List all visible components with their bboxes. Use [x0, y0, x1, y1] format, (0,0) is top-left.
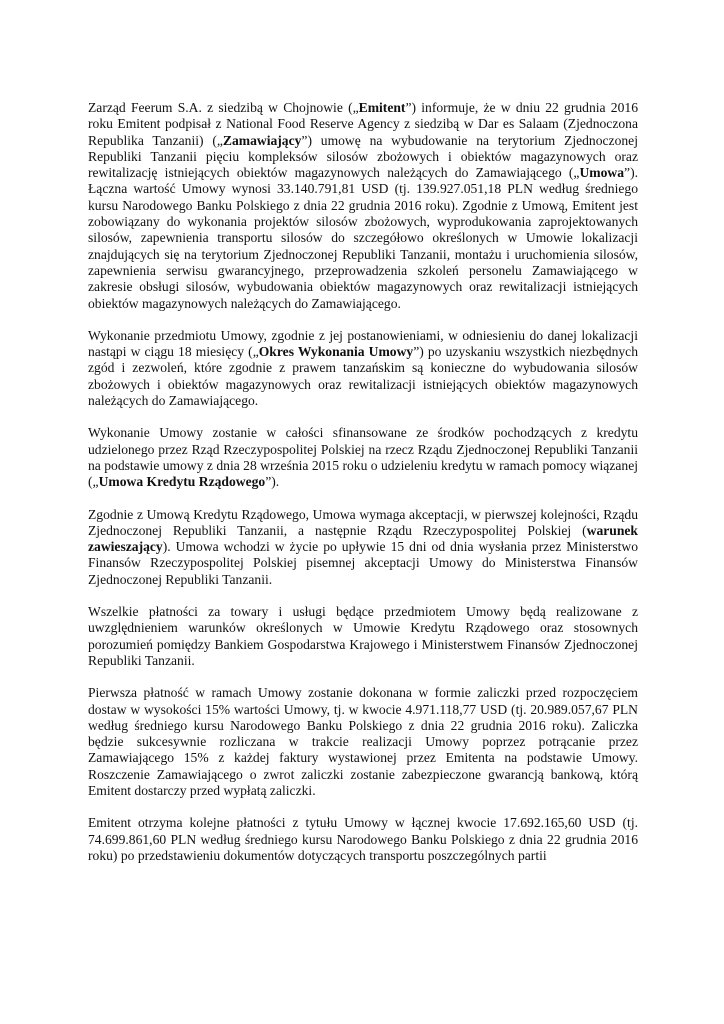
paragraph	[88, 100, 638, 312]
bold-term: Umowa	[579, 165, 625, 181]
text-segment: Wykonanie Umowy zostanie w całości sfinansowane ze środków pochodzących z kredytu udzielonego przez Rząd Rzeczypospolitej Polskiej na rzecz Rządu Zjednoczonej Republiki Tanzanii na podstawie umowy z dnia 28 września 2015 roku o udzieleniu kredytu w ramach pomocy wiązanej („	[88, 425, 639, 490]
paragraph	[88, 328, 638, 409]
text-segment: Zarząd Feerum S.A. z siedzibą w Chojnowie („	[88, 100, 359, 115]
text-segment: ). Umowa wchodzi w życie po upływie 15 dni od dnia wysłania przez Ministerstwo Finansów Rzeczypospolitej Polskiej pisemnej akceptacji Umowy do Ministerstwa Finansów Zjednoczonej Republiki Tanzanii.	[88, 539, 638, 587]
document-page	[88, 100, 638, 864]
paragraph	[88, 815, 638, 864]
text-segment: ”).	[265, 474, 280, 490]
paragraph	[88, 425, 638, 490]
text-segment: ”) informuje, że w dniu 22 grudnia 2016 roku Emitent podpisał z National Food Reserve Agency z siedzibą w Dar es Salaam (Zjednoczona Republika Tanzanii) („	[88, 100, 638, 148]
bold-term: Okres Wykonania Umowy	[258, 344, 414, 360]
paragraph	[88, 604, 638, 669]
text-segment: ”) po uzyskaniu wszystkich niezbędnych zgód i zezwoleń, które zgodnie z prawem tanzańskim są konieczne do wybudowania silosów zbożowych i obiektów magazynowych oraz rewitalizacji istniejących obiektów magazynowych należących do Zamawiającego.	[88, 344, 638, 409]
bold-term: warunek zawieszający	[88, 522, 638, 555]
paragraph	[88, 685, 638, 799]
bold-term: Umowa Kredytu Rządowego	[98, 474, 266, 490]
text-segment: Emitent otrzyma kolejne płatności z tytułu Umowy w łącznej kwocie 17.692.165,60 USD (tj. 74.699.861,60 PLN według średniego kursu Narodowego Banku Polskiego z dnia 22 grudnia 2016 roku) po przedstawieniu dokumentów dotyczących transportu poszczególnych partii	[88, 815, 638, 863]
text-segment: Pierwsza płatność w ramach Umowy zostanie dokonana w formie zaliczki przed rozpoczęciem dostaw w wysokości 15% wartości Umowy, tj. w kwocie 4.971.118,77 USD (tj. 20.989.057,67 PLN według średniego kursu Narodowego Banku Polskiego z dnia 22 grudnia 2016 roku). Zaliczka będzie sukcesywnie rozliczana w trakcie realizacji Umowy poprzez potrącanie przez Zamawiającego 15% z każdej faktury wystawionej przez Emitenta na podstawie Umowy. Roszczenie Zamawiającego o zwrot zaliczki zostanie zabezpieczone gwarancją bankową, którą Emitent dostarczy przed wypłatą zaliczki.	[88, 685, 638, 798]
text-segment: ”). Łączna wartość Umowy wynosi 33.140.791,81 USD (tj. 139.927.051,18 PLN według średniego kursu Narodowego Banku Polskiego z dnia 22 grudnia 2016 roku). Zgodnie z Umową, Emitent jest zobowiązany do wykonania projektów silosów zbożowych, wyprodukowania zaprojektowanych silosów, zapewnienia transportu silosów do szczegółowo określonych w Umowie lokalizacji znajdujących się na terytorium Zjednoczonej Republiki Tanzanii, montażu i uruchomienia silosów, zapewnienia serwisu gwarancyjnego, przeprowadzenia szkoleń personelu Zamawiającego w zakresie obsługi silosów, wybudowania obiektów magazynowych oraz rewitalizacji istniejących obiektów magazynowych należących do Zamawiającego.	[88, 165, 638, 311]
text-segment: Wykonanie przedmiotu Umowy, zgodnie z jej postanowieniami, w odniesieniu do danej lokalizacji nastąpi w ciągu 18 miesięcy („	[88, 327, 638, 360]
text-segment: Wszelkie płatności za towary i usługi będące przedmiotem Umowy będą realizowane z uwzględnieniem warunków określonych w Umowie Kredytu Rządowego oraz stosownych porozumień pomiędzy Bankiem Gospodarstwa Krajowego i Ministerstwem Finansów Zjednoczonej Republiki Tanzanii.	[88, 604, 638, 668]
bold-term: Emitent	[358, 100, 406, 115]
paragraph	[88, 507, 638, 588]
bold-term: Zamawiający	[222, 132, 302, 148]
text-segment: ”) umowę na wybudowanie na terytorium Zjednoczonej Republiki Tanzanii pięciu kompleksów silosów zbożowych i obiektów magazynowych oraz rewitalizację istniejących obiektów magazynowych należących do Zamawiającego („	[88, 132, 638, 181]
text-segment: Zgodnie z Umową Kredytu Rządowego, Umowa wymaga akceptacji, w pierwszej kolejności, Rządu Zjednoczonej Republiki Tanzanii, a następnie Rządu Rzeczypospolitej Polskiej (	[88, 506, 638, 538]
